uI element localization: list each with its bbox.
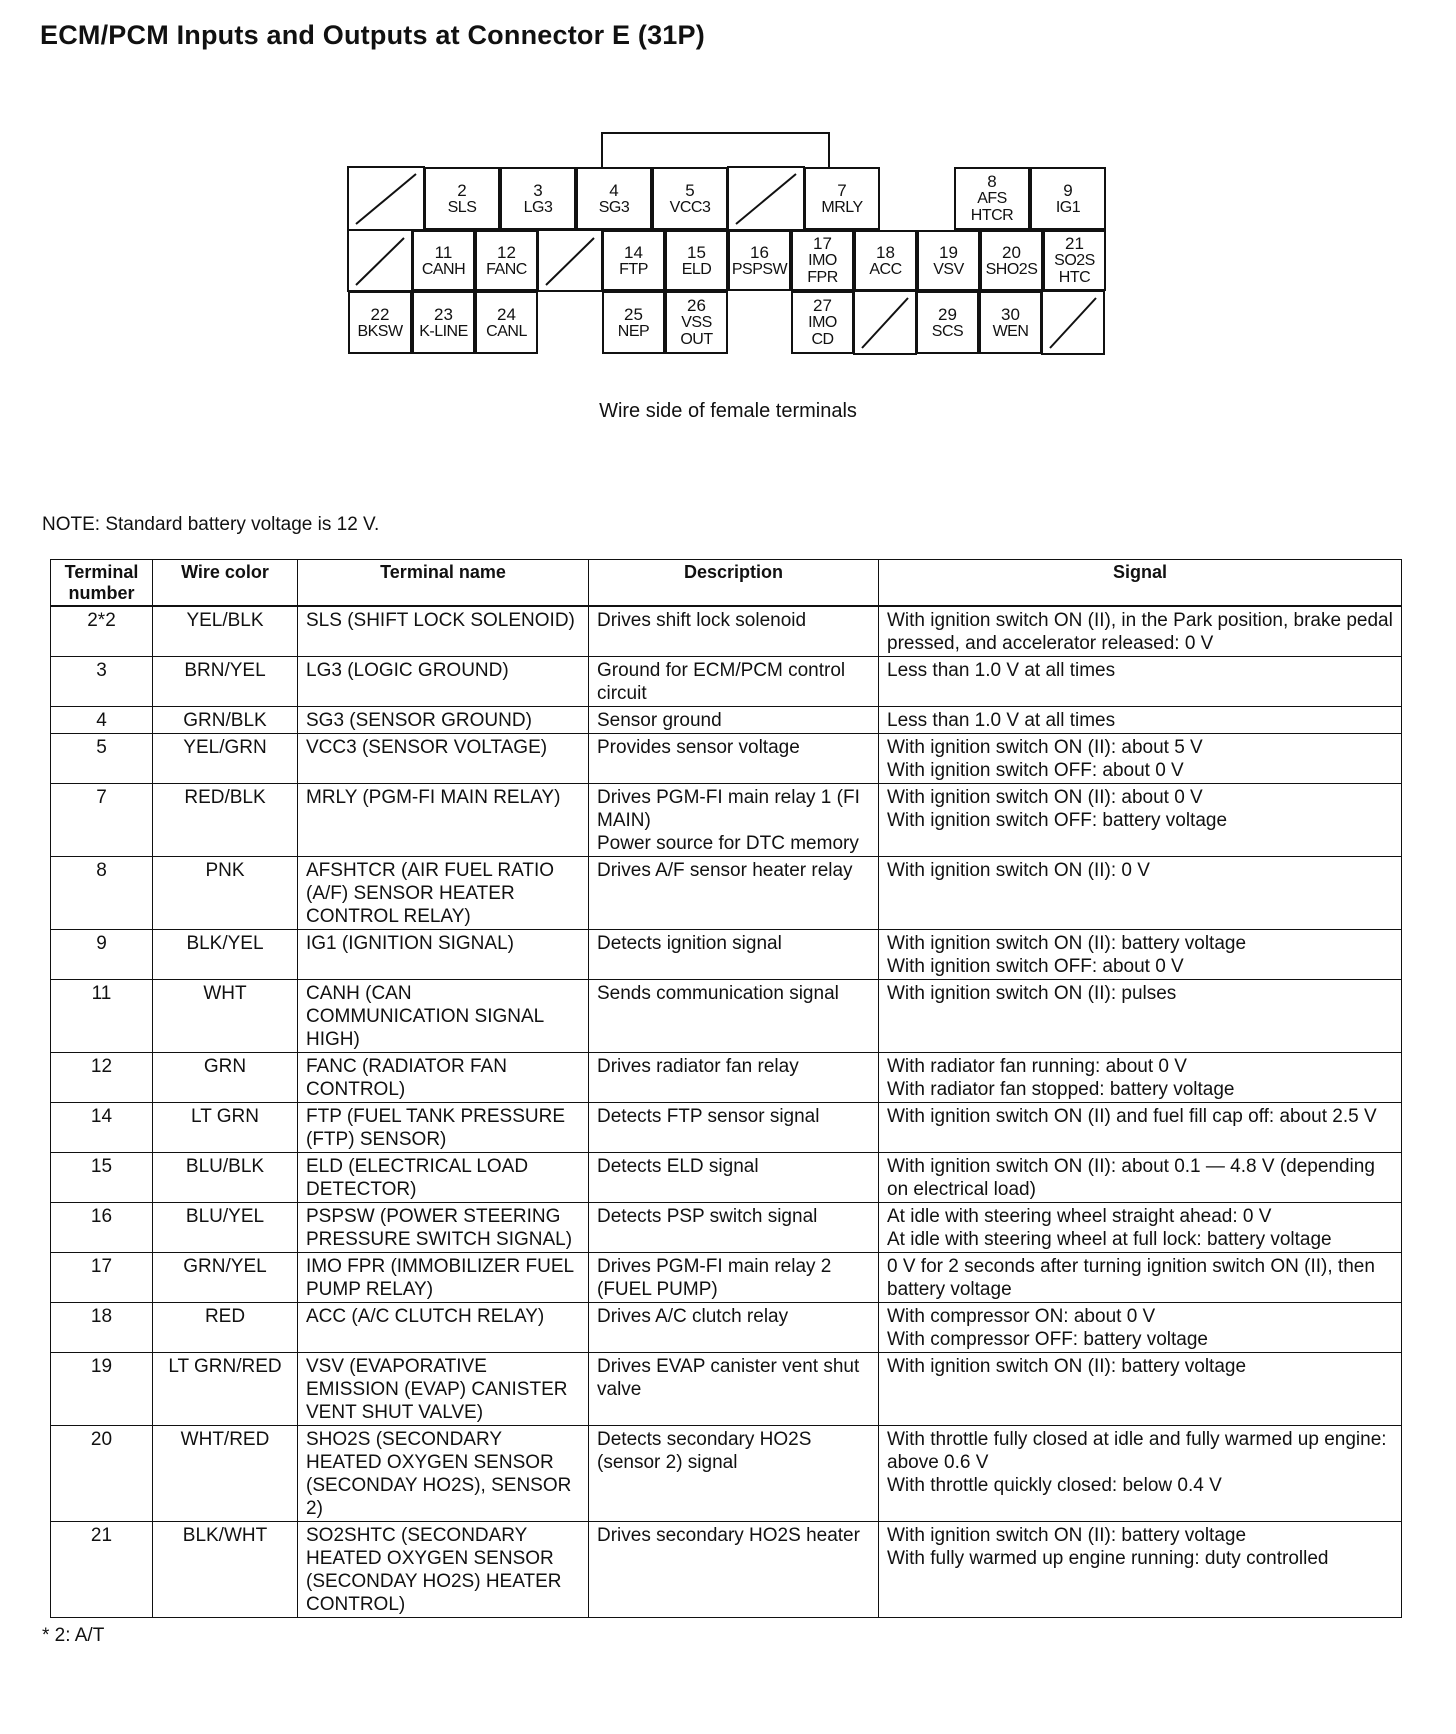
terminal-number-cell: 12 — [51, 1053, 153, 1103]
description-cell: Detects secondary HO2S (sensor 2) signal — [589, 1426, 879, 1522]
terminal-name-cell: VCC3 (SENSOR VOLTAGE) — [298, 734, 589, 784]
table-row — [51, 707, 1402, 734]
description-cell: Detects ELD signal — [589, 1153, 879, 1203]
terminal-name-cell: IG1 (IGNITION SIGNAL) — [298, 930, 589, 980]
table-row — [51, 1103, 1402, 1153]
terminal-number-cell: 3 — [51, 657, 153, 707]
terminal-name-cell: SHO2S (SECONDARY HEATED OXYGEN SENSOR (SECONDAY HO2S), SENSOR 2) — [298, 1426, 589, 1522]
terminal-20: 20 SHO2S — [980, 230, 1043, 291]
description-cell: Detects PSP switch signal — [589, 1203, 879, 1253]
table-row — [51, 734, 1402, 784]
table-row — [51, 784, 1402, 857]
table-row — [51, 1153, 1402, 1203]
terminal-29: 29 SCS — [916, 291, 979, 354]
terminal-30: 30 WEN — [979, 291, 1042, 354]
signal-cell: At idle with steering wheel straight ahead: 0 V At idle with steering wheel at full lock: battery voltage — [879, 1203, 1402, 1253]
terminal-12: 12 FANC — [475, 230, 538, 291]
signal-cell: With ignition switch ON (II): 0 V — [879, 857, 1402, 930]
table-row — [51, 657, 1402, 707]
description-cell: Drives EVAP canister vent shut valve — [589, 1353, 879, 1426]
table-row — [51, 1426, 1402, 1522]
table-row — [51, 1253, 1402, 1303]
signal-cell: With ignition switch ON (II), in the Park position, brake pedal pressed, and accelerator released: 0 V — [879, 606, 1402, 657]
terminal-number-cell: 17 — [51, 1253, 153, 1303]
signal-cell: With ignition switch ON (II): battery voltage With ignition switch OFF: about 0 V — [879, 930, 1402, 980]
description-cell: Drives A/C clutch relay — [589, 1303, 879, 1353]
signal-cell: With ignition switch ON (II): pulses — [879, 980, 1402, 1053]
wire-color-cell: YEL/GRN — [153, 734, 298, 784]
terminal-number-cell: 4 — [51, 707, 153, 734]
header-description: Description — [589, 560, 879, 607]
wire-color-cell: LT GRN — [153, 1103, 298, 1153]
terminal-table — [50, 559, 1402, 1618]
terminal-name-cell: SLS (SHIFT LOCK SOLENOID) — [298, 606, 589, 657]
terminal-number-cell: 8 — [51, 857, 153, 930]
terminal-name-cell: ELD (ELECTRICAL LOAD DETECTOR) — [298, 1153, 589, 1203]
signal-cell: With ignition switch ON (II): battery voltage With fully warmed up engine running: duty controlled — [879, 1522, 1402, 1618]
terminal-7: 7 MRLY — [804, 167, 880, 230]
table-body — [51, 606, 1402, 1618]
wire-color-cell: WHT — [153, 980, 298, 1053]
terminal-number-cell: 19 — [51, 1353, 153, 1426]
description-cell: Sends communication signal — [589, 980, 879, 1053]
terminal-25: 25 NEP — [602, 291, 665, 354]
description-cell: Drives radiator fan relay — [589, 1053, 879, 1103]
table-row — [51, 606, 1402, 657]
terminal-number-cell: 2*2 — [51, 606, 153, 657]
header-signal: Signal — [879, 560, 1402, 607]
terminal-17: 17 IMO FPR — [791, 230, 854, 291]
signal-cell: With ignition switch ON (II) and fuel fill cap off: about 2.5 V — [879, 1103, 1402, 1153]
terminal-19: 19 VSV — [917, 230, 980, 291]
signal-cell: With ignition switch ON (II): about 0.1 — 4.8 V (depending on electrical load) — [879, 1153, 1402, 1203]
terminal-number-cell: 5 — [51, 734, 153, 784]
wire-color-cell: YEL/BLK — [153, 606, 298, 657]
terminal-26: 26 VSS OUT — [665, 291, 728, 354]
wire-color-cell: LT GRN/RED — [153, 1353, 298, 1426]
wire-color-cell: BLU/YEL — [153, 1203, 298, 1253]
description-cell: Drives A/F sensor heater relay — [589, 857, 879, 930]
table-row — [51, 857, 1402, 930]
terminal-name-cell: VSV (EVAPORATIVE EMISSION (EVAP) CANISTER VENT SHUT VALVE) — [298, 1353, 589, 1426]
terminal-name-cell: LG3 (LOGIC GROUND) — [298, 657, 589, 707]
terminal-name-cell: FTP (FUEL TANK PRESSURE (FTP) SENSOR) — [298, 1103, 589, 1153]
terminal-number-cell: 16 — [51, 1203, 153, 1253]
terminal-number-cell: 15 — [51, 1153, 153, 1203]
table-row — [51, 980, 1402, 1053]
page-title: ECM/PCM Inputs and Outputs at Connector E (31P) — [40, 20, 705, 50]
description-cell: Ground for ECM/PCM control circuit — [589, 657, 879, 707]
description-cell: Detects ignition signal — [589, 930, 879, 980]
terminal-name-cell: MRLY (PGM-FI MAIN RELAY) — [298, 784, 589, 857]
description-cell: Drives PGM-FI main relay 2 (FUEL PUMP) — [589, 1253, 879, 1303]
wire-color-cell: RED — [153, 1303, 298, 1353]
signal-cell: 0 V for 2 seconds after turning ignition switch ON (II), then battery voltage — [879, 1253, 1402, 1303]
battery-voltage-note: NOTE: Standard battery voltage is 12 V. — [42, 514, 380, 535]
terminal-name-cell: FANC (RADIATOR FAN CONTROL) — [298, 1053, 589, 1103]
table-row — [51, 1203, 1402, 1253]
terminal-5: 5 VCC3 — [652, 167, 728, 230]
wire-color-cell: GRN/YEL — [153, 1253, 298, 1303]
wire-color-cell: BLK/WHT — [153, 1522, 298, 1618]
table-row — [51, 1353, 1402, 1426]
terminal-name-cell: AFSHTCR (AIR FUEL RATIO (A/F) SENSOR HEATER CONTROL RELAY) — [298, 857, 589, 930]
terminal-number-cell: 14 — [51, 1103, 153, 1153]
terminal-number-cell: 11 — [51, 980, 153, 1053]
signal-cell: With throttle fully closed at idle and fully warmed up engine: above 0.6 V With throttle quickly closed: below 0.4 V — [879, 1426, 1402, 1522]
description-cell: Sensor ground — [589, 707, 879, 734]
terminal-9: 9 IG1 — [1030, 167, 1106, 230]
terminal-24: 24 CANL — [475, 291, 538, 354]
connector-caption: Wire side of female terminals — [599, 400, 857, 422]
wire-color-cell: GRN — [153, 1053, 298, 1103]
wire-color-cell: BLK/YEL — [153, 930, 298, 980]
terminal-15: 15 ELD — [665, 230, 728, 291]
terminal-name-cell: PSPSW (POWER STEERING PRESSURE SWITCH SIGNAL) — [298, 1203, 589, 1253]
description-cell: Detects FTP sensor signal — [589, 1103, 879, 1153]
terminal-14: 14 FTP — [602, 230, 665, 291]
wire-color-cell: BRN/YEL — [153, 657, 298, 707]
header-terminal-number: Terminal number — [51, 560, 153, 607]
header-terminal-name: Terminal name — [298, 560, 589, 607]
terminal-16: 16 PSPSW — [728, 230, 791, 291]
signal-cell: Less than 1.0 V at all times — [879, 657, 1402, 707]
terminal-2: 2 SLS — [424, 167, 500, 230]
footnote: * 2: A/T — [42, 1625, 105, 1646]
table-row — [51, 930, 1402, 980]
terminal-name-cell: SG3 (SENSOR GROUND) — [298, 707, 589, 734]
signal-cell: With compressor ON: about 0 V With compressor OFF: battery voltage — [879, 1303, 1402, 1353]
wire-color-cell: PNK — [153, 857, 298, 930]
table-row — [51, 1522, 1402, 1618]
signal-cell: With ignition switch ON (II): about 5 V With ignition switch OFF: about 0 V — [879, 734, 1402, 784]
wire-color-cell: WHT/RED — [153, 1426, 298, 1522]
description-cell: Drives shift lock solenoid — [589, 606, 879, 657]
terminal-8: 8 AFS HTCR — [954, 167, 1030, 230]
terminal-22: 22 BKSW — [348, 291, 412, 354]
terminal-number-cell: 20 — [51, 1426, 153, 1522]
signal-cell: With ignition switch ON (II): battery voltage — [879, 1353, 1402, 1426]
terminal-11: 11 CANH — [412, 230, 475, 291]
connector-blank-slots — [0, 0, 1456, 360]
terminal-23: 23 K-LINE — [412, 291, 475, 354]
terminal-3: 3 LG3 — [500, 167, 576, 230]
description-cell: Drives secondary HO2S heater — [589, 1522, 879, 1618]
wire-color-cell: GRN/BLK — [153, 707, 298, 734]
table-row — [51, 1053, 1402, 1103]
signal-cell: With radiator fan running: about 0 V With radiator fan stopped: battery voltage — [879, 1053, 1402, 1103]
terminal-name-cell: SO2SHTC (SECONDARY HEATED OXYGEN SENSOR (SECONDAY HO2S) HEATER CONTROL) — [298, 1522, 589, 1618]
table-row — [51, 1303, 1402, 1353]
signal-cell: Less than 1.0 V at all times — [879, 707, 1402, 734]
terminal-27: 27 IMO CD — [791, 291, 854, 354]
terminal-number-cell: 7 — [51, 784, 153, 857]
terminal-name-cell: CANH (CAN COMMUNICATION SIGNAL HIGH) — [298, 980, 589, 1053]
wire-color-cell: BLU/BLK — [153, 1153, 298, 1203]
terminal-number-cell: 21 — [51, 1522, 153, 1618]
description-cell: Provides sensor voltage — [589, 734, 879, 784]
description-cell: Drives PGM-FI main relay 1 (FI MAIN) Power source for DTC memory — [589, 784, 879, 857]
wire-color-cell: RED/BLK — [153, 784, 298, 857]
terminal-name-cell: IMO FPR (IMMOBILIZER FUEL PUMP RELAY) — [298, 1253, 589, 1303]
terminal-21: 21 SO2S HTC — [1043, 230, 1106, 291]
signal-cell: With ignition switch ON (II): about 0 V With ignition switch OFF: battery voltage — [879, 784, 1402, 857]
terminal-18: 18 ACC — [854, 230, 917, 291]
header-wire-color: Wire color — [153, 560, 298, 607]
terminal-4: 4 SG3 — [576, 167, 652, 230]
terminal-name-cell: ACC (A/C CLUTCH RELAY) — [298, 1303, 589, 1353]
table-header-row — [51, 560, 1402, 607]
terminal-number-cell: 9 — [51, 930, 153, 980]
terminal-number-cell: 18 — [51, 1303, 153, 1353]
